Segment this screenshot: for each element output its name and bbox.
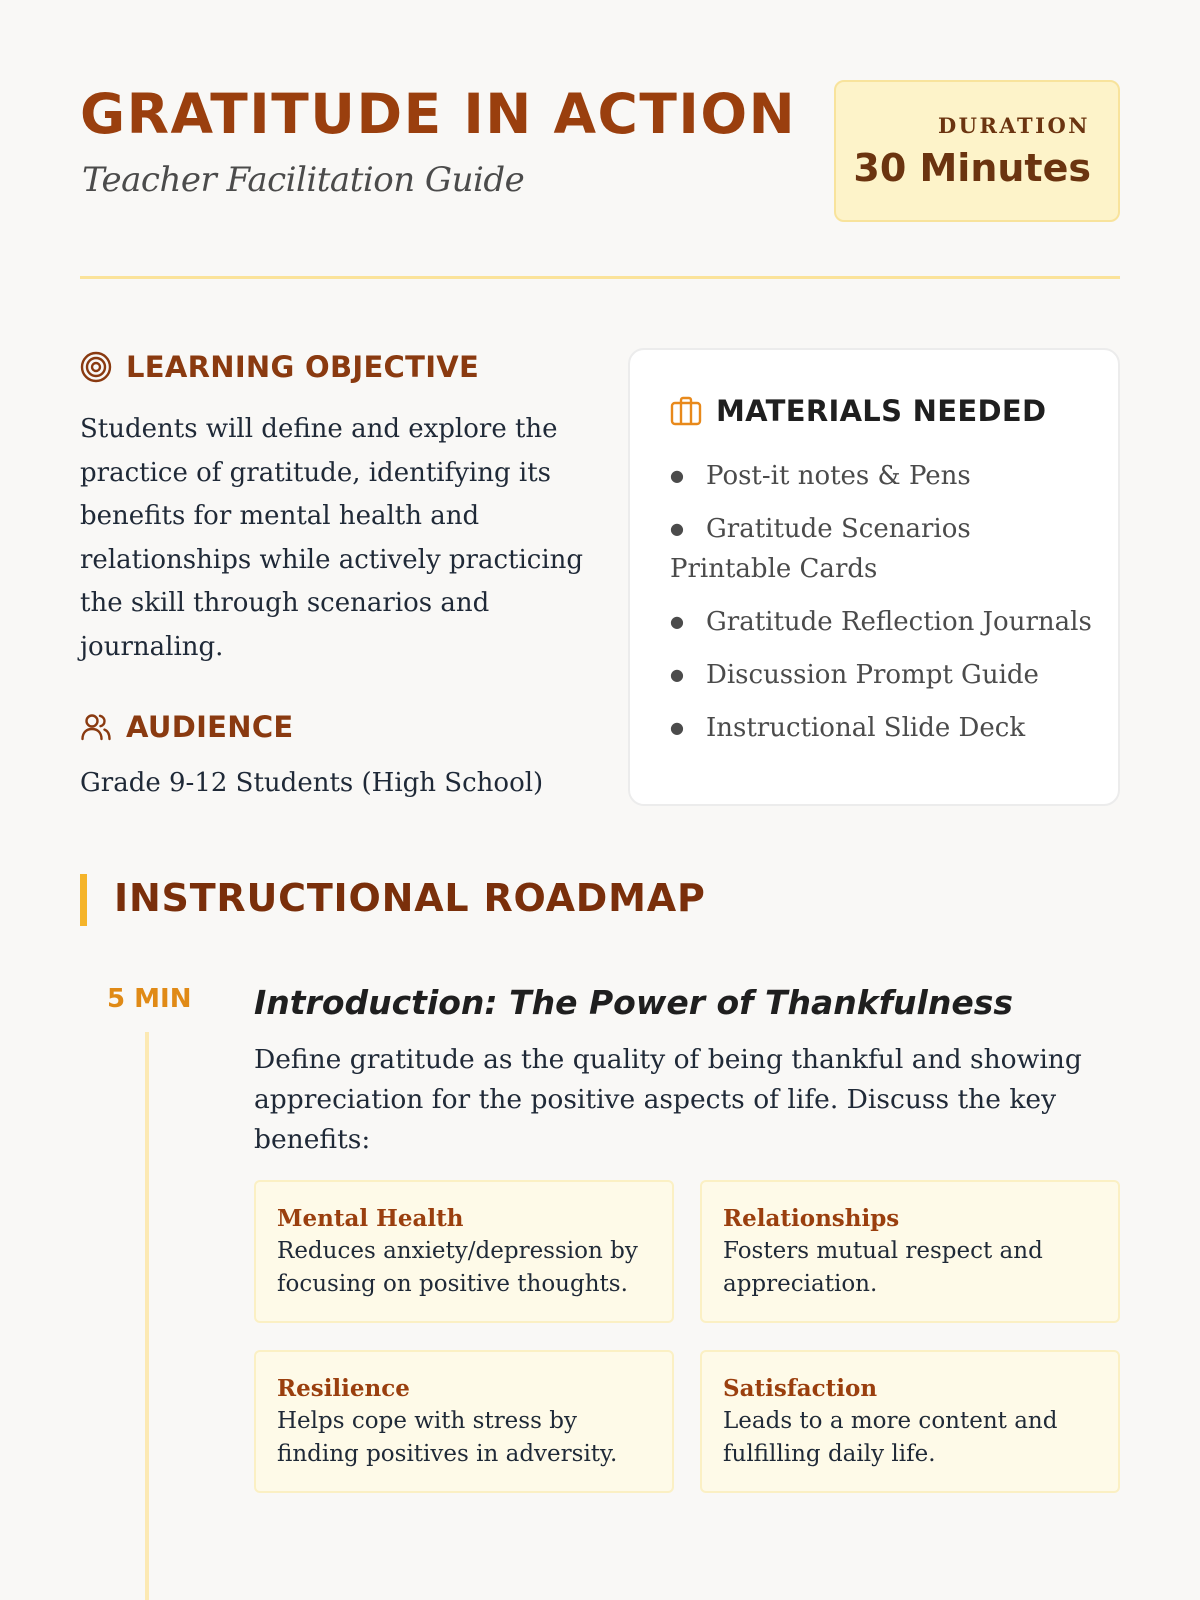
materials-list <box>670 456 1100 761</box>
benefit-title: Resilience <box>277 1375 410 1402</box>
users-icon <box>80 711 112 743</box>
list-item: ● Discussion Prompt Guide <box>670 660 1039 690</box>
objective-text: Students will define and explore the practice of gratitude, identifying its benefits for mental health and relationships while actively practicing the skill through scenarios and journaling. <box>80 414 584 662</box>
step-description: Define gratitude as the quality of being thankful and showing appreciation for the positive aspects of life. Discuss the key benefits: <box>254 1044 1082 1155</box>
roadmap-accent-bar <box>80 874 87 926</box>
benefit-text: Leads to a more content and fulfilling daily life. <box>723 1408 1058 1467</box>
timeline-line <box>145 1032 149 1600</box>
benefit-title: Satisfaction <box>723 1375 878 1402</box>
materials-heading <box>670 394 1046 428</box>
target-icon <box>80 351 112 383</box>
objective-heading <box>80 350 479 384</box>
objective-heading-label: LEARNING OBJECTIVE <box>126 350 480 384</box>
benefit-card <box>254 1350 674 1493</box>
benefit-card <box>254 1180 674 1323</box>
benefit-title: Relationships <box>723 1205 900 1232</box>
page-title: GRATITUDE IN ACTION <box>80 82 797 146</box>
duration-value: 30 Minutes <box>853 146 1091 190</box>
roadmap-heading: INSTRUCTIONAL ROADMAP <box>114 876 706 920</box>
step-title: Introduction: The Power of Thankfulness <box>254 983 1014 1022</box>
briefcase-icon <box>670 396 702 426</box>
materials-heading-label: MATERIALS NEEDED <box>716 394 1047 428</box>
header-divider <box>80 276 1120 279</box>
materials-card <box>628 348 1120 806</box>
page-subtitle: Teacher Facilitation Guide <box>82 160 525 200</box>
header <box>80 80 1120 222</box>
list-item: ● Gratitude Scenarios Printable Cards <box>670 514 971 584</box>
list-item: ● Instructional Slide Deck <box>670 713 1026 743</box>
audience-text: Grade 9-12 Students (High School) <box>80 768 544 798</box>
audience-heading <box>80 710 294 744</box>
duration-badge <box>834 80 1120 222</box>
duration-label: DURATION <box>937 113 1090 138</box>
benefit-text: Fosters mutual respect and appreciation. <box>723 1238 1043 1297</box>
benefit-title: Mental Health <box>277 1205 464 1232</box>
list-item: ● Gratitude Reflection Journals <box>670 607 1092 637</box>
list-item: ● Post-it notes & Pens <box>670 461 971 491</box>
benefit-card <box>700 1180 1120 1323</box>
benefit-card <box>700 1350 1120 1493</box>
step-time: 5 MIN <box>107 984 192 1014</box>
audience-heading-label: AUDIENCE <box>126 710 294 744</box>
benefit-text: Reduces anxiety/depression by focusing on positive thoughts. <box>277 1238 638 1297</box>
benefit-text: Helps cope with stress by finding positives in adversity. <box>277 1408 618 1467</box>
